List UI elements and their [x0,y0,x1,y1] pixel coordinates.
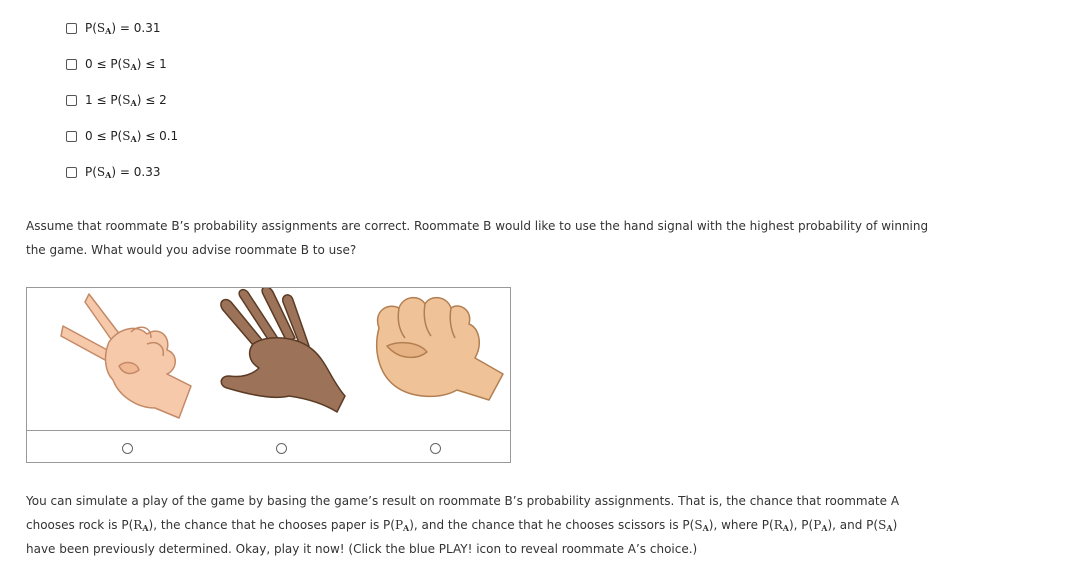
option-2[interactable] [66,56,167,72]
option-1-checkbox[interactable] [66,23,77,34]
rock-hand-icon [377,298,503,400]
question-text [26,214,966,262]
option-5-label: $P(S_A) = 0.33$ [85,164,161,180]
radio-scissors[interactable] [122,443,133,454]
option-4[interactable] [66,128,178,144]
simulate-line-2: chooses rock is $P(R_A)$, the chance that he chooses paper is $P(P_A)$, and the chance that he chooses scissors is $P(S_A)$, where $P(R_A)$, $P(P_A)$, and $P(S_A)$ [26,518,898,533]
option-3-label: $1 \le P(S_A) \le 2$ [85,92,167,108]
option-1-label: $P(S_A) = 0.31$ [85,20,161,36]
paper-hand-icon [221,288,345,412]
option-5[interactable] [66,164,160,180]
option-1[interactable] [66,20,160,36]
radio-paper[interactable] [276,443,287,454]
question-line-2: the game. What would you advise roommate B to use? [26,243,357,257]
simulate-line-1: You can simulate a play of the game by basing the game’s result on roommate B’s probability assignments. That is, the chance that roommate A [26,494,900,508]
question-line-1: Assume that roommate B’s probability assignments are correct. Roommate B would like to use the hand signal with the highest probability of winning [26,219,929,233]
option-4-label: $0 \le P(S_A) \le 0.1$ [85,128,179,144]
scissors-hand-icon [61,294,191,418]
simulate-line-3: have been previously determined. Okay, play it now! (Click the blue PLAY! icon to reveal roommate A’s choice.) [26,542,698,556]
option-3-checkbox[interactable] [66,95,77,106]
hand-images [27,288,510,430]
simulate-text [26,489,966,561]
option-4-checkbox[interactable] [66,131,77,142]
option-2-label: $0 \le P(S_A) \le 1$ [85,56,167,72]
hand-signal-table [26,287,511,463]
option-5-checkbox[interactable] [66,167,77,178]
option-2-checkbox[interactable] [66,59,77,70]
hand-images-row [27,288,510,431]
radio-rock[interactable] [430,443,441,454]
option-3[interactable] [66,92,167,108]
